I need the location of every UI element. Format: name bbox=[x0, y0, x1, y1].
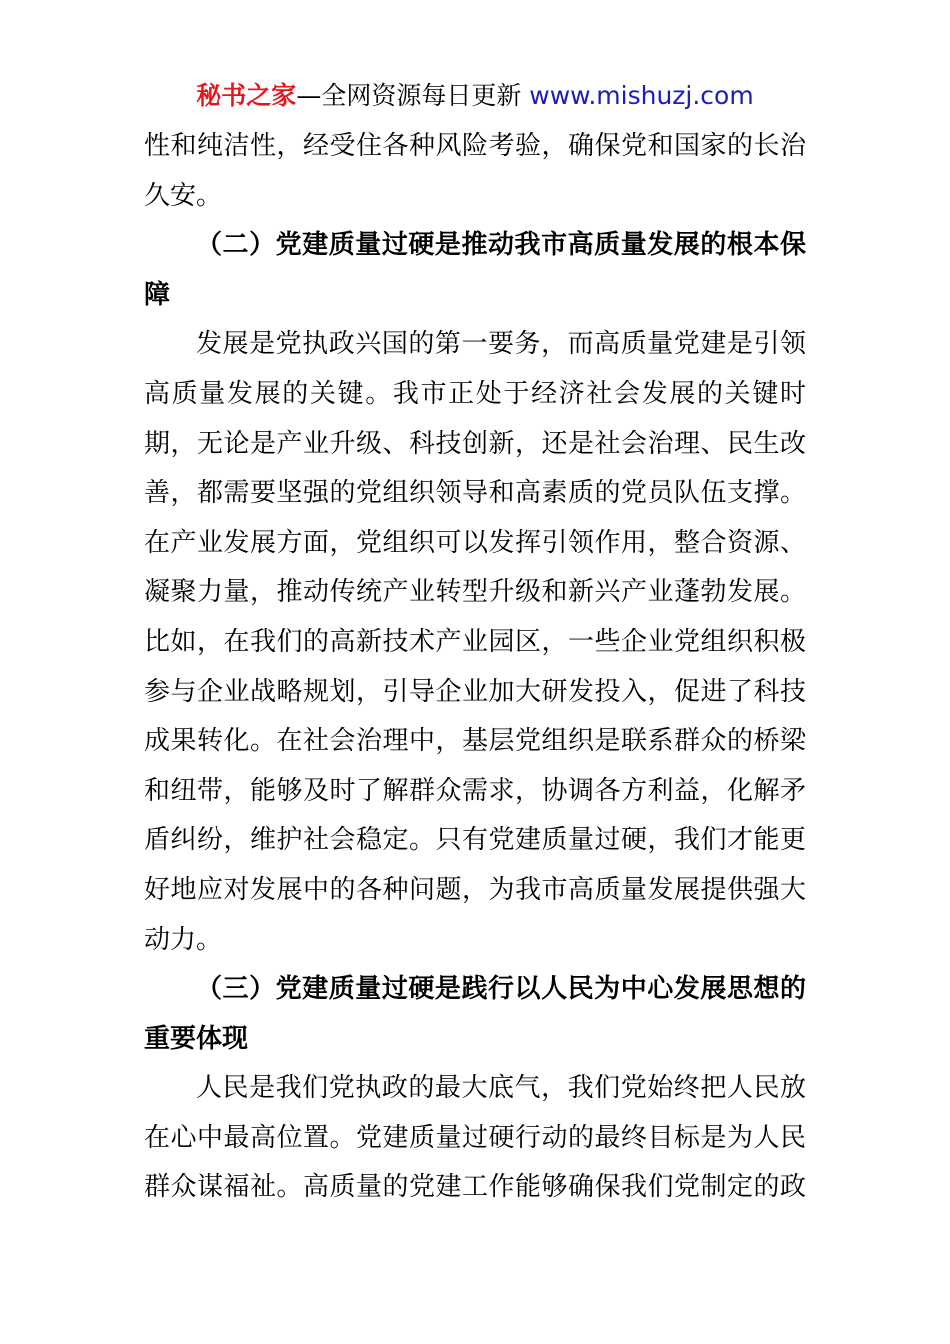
page-header bbox=[0, 80, 950, 112]
body-line: 善，都需要坚强的党组织领导和高素质的党员队伍支撑。 bbox=[144, 478, 806, 509]
body-line: 好地应对发展中的各种问题，为我市高质量发展提供强大 bbox=[144, 874, 806, 905]
document-body bbox=[144, 122, 806, 1213]
section-heading-3-continued: 重要体现 bbox=[144, 1023, 249, 1054]
body-line: 参与企业战略规划，引导企业加大研发投入，促进了科技 bbox=[144, 676, 806, 707]
body-line: 高质量发展的关键。我市正处于经济社会发展的关键时 bbox=[144, 378, 806, 409]
body-line: 发展是党执政兴国的第一要务，而高质量党建是引领 bbox=[196, 329, 806, 360]
body-line: 期，无论是产业升级、科技创新，还是社会治理、民生改 bbox=[144, 428, 806, 459]
body-line: 比如，在我们的高新技术产业园区，一些企业党组织积极 bbox=[144, 626, 806, 657]
body-line: 成果转化。在社会治理中，基层党组织是联系群众的桥梁 bbox=[144, 726, 806, 757]
body-line: 动力。 bbox=[144, 924, 223, 955]
brand-name: 秘书之家 bbox=[196, 81, 297, 110]
body-line: 性和纯洁性，经受住各种风险考验，确保党和国家的长治 bbox=[144, 131, 806, 161]
section-heading-2-continued: 障 bbox=[144, 279, 171, 310]
body-line: 和纽带，能够及时了解群众需求，协调各方利益，化解矛 bbox=[144, 775, 806, 806]
section-heading-3: （三）党建质量过硬是践行以人民为中心发展思想的 bbox=[196, 974, 806, 1005]
body-line: 久安。 bbox=[144, 180, 223, 211]
section-heading-2: （二）党建质量过硬是推动我市高质量发展的根本保 bbox=[196, 230, 806, 261]
body-line: 在心中最高位置。党建质量过硬行动的最终目标是为人民 bbox=[144, 1122, 806, 1153]
body-line: 凝聚力量，推动传统产业转型升级和新兴产业蓬勃发展。 bbox=[144, 577, 806, 608]
header-tagline: —全网资源每日更新 bbox=[296, 81, 522, 110]
site-url-link[interactable]: www.mishuzj.com bbox=[529, 81, 754, 110]
body-line: 人民是我们党执政的最大底气，我们党始终把人民放 bbox=[196, 1073, 806, 1104]
body-line: 盾纠纷，维护社会稳定。只有党建质量过硬，我们才能更 bbox=[144, 825, 806, 856]
body-line: 群众谋福祉。高质量的党建工作能够确保我们党制定的政 bbox=[144, 1172, 806, 1203]
body-line: 在产业发展方面，党组织可以发挥引领作用，整合资源、 bbox=[144, 527, 806, 558]
